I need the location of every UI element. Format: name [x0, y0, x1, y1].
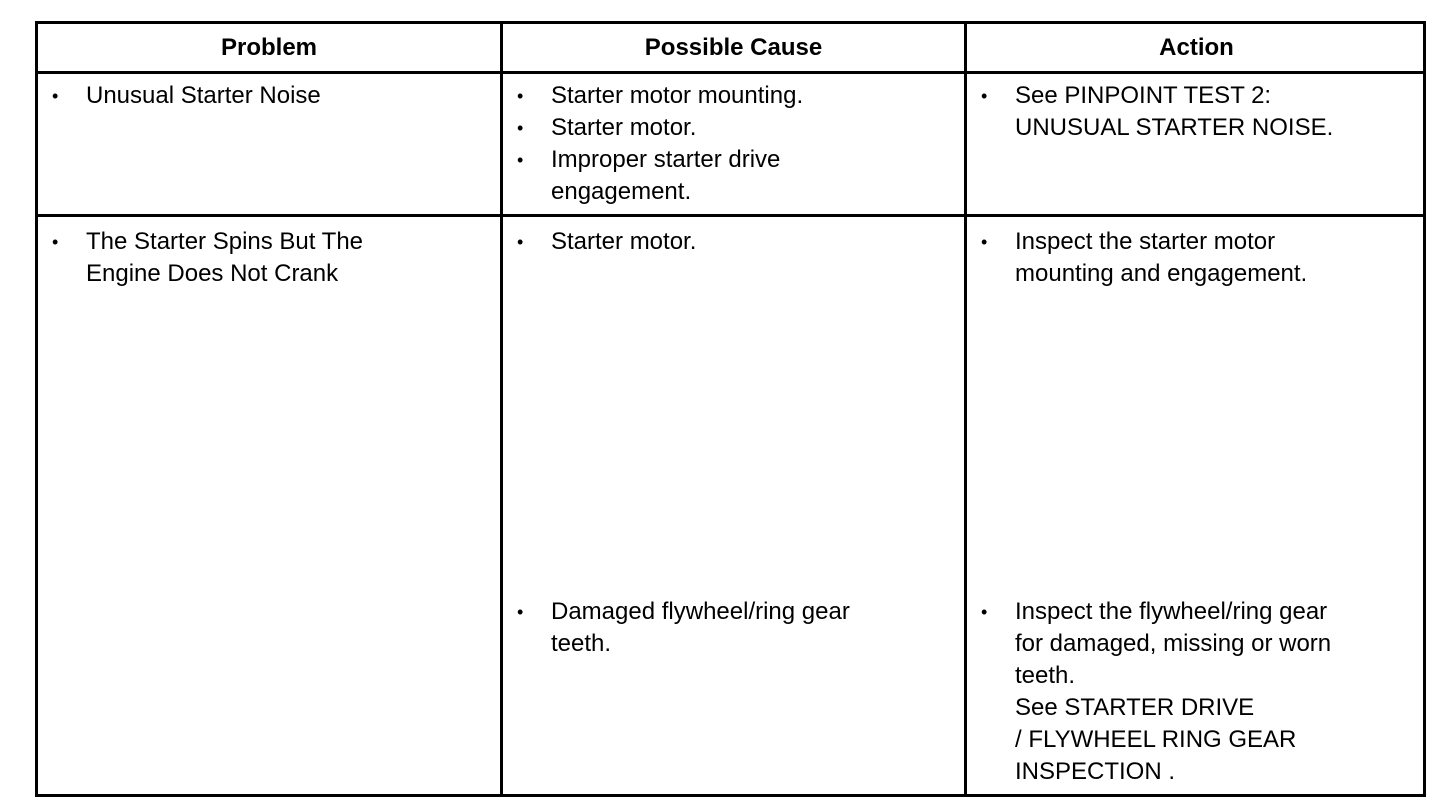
header-problem: Problem — [220, 33, 318, 61]
list-item — [967, 80, 1423, 144]
list-item — [503, 144, 961, 208]
list-item — [503, 80, 961, 112]
bullet: • — [517, 118, 524, 138]
action-text: See PINPOINT TEST 2: UNUSUAL STARTER NOISE. — [1015, 82, 1334, 141]
row2-cause-1 — [503, 226, 961, 258]
problem-text: The Starter Spins But The Engine Does Not Crank — [86, 228, 364, 287]
cause-text: Improper starter drive engagement. — [551, 146, 781, 205]
problem-text: Unusual Starter Noise — [86, 82, 321, 109]
list-item — [967, 596, 1423, 788]
row2-action-1 — [967, 226, 1423, 290]
action-text: Inspect the flywheel/ring gear for damaged, missing or worn teeth. See STARTER DRIVE / FLYWHEEL RING GEAR INSPECTION . — [1015, 598, 1332, 785]
row2-cause-2 — [503, 596, 961, 660]
bullet: • — [517, 86, 524, 106]
list-item — [38, 226, 498, 290]
action-text: Inspect the starter motor mounting and engagement. — [1015, 228, 1308, 287]
header-action: Action — [1159, 33, 1234, 61]
bullet: • — [981, 602, 988, 622]
row2-action-2 — [967, 596, 1423, 788]
header-possible-cause: Possible Cause — [644, 33, 823, 61]
row2-problem — [38, 226, 498, 290]
bullet: • — [52, 232, 59, 252]
row-divider — [38, 214, 1423, 217]
bullet: • — [517, 232, 524, 252]
cause-text: Starter motor. — [551, 114, 697, 141]
bullet: • — [981, 86, 988, 106]
row-divider — [38, 71, 1423, 74]
list-item — [967, 226, 1423, 290]
bullet: • — [52, 86, 59, 106]
list-item — [503, 112, 961, 144]
row1-problem — [38, 80, 498, 112]
list-item — [503, 226, 961, 258]
row1-actions — [967, 80, 1423, 144]
cause-text: Damaged flywheel/ring gear teeth. — [551, 598, 850, 657]
list-item — [503, 596, 961, 660]
bullet: • — [981, 232, 988, 252]
diagnosis-table — [35, 21, 1426, 797]
bullet: • — [517, 150, 524, 170]
list-item — [38, 80, 498, 112]
bullet: • — [517, 602, 524, 622]
cause-text: Starter motor mounting. — [551, 82, 804, 109]
row1-causes — [503, 80, 961, 208]
cause-text: Starter motor. — [551, 228, 697, 255]
